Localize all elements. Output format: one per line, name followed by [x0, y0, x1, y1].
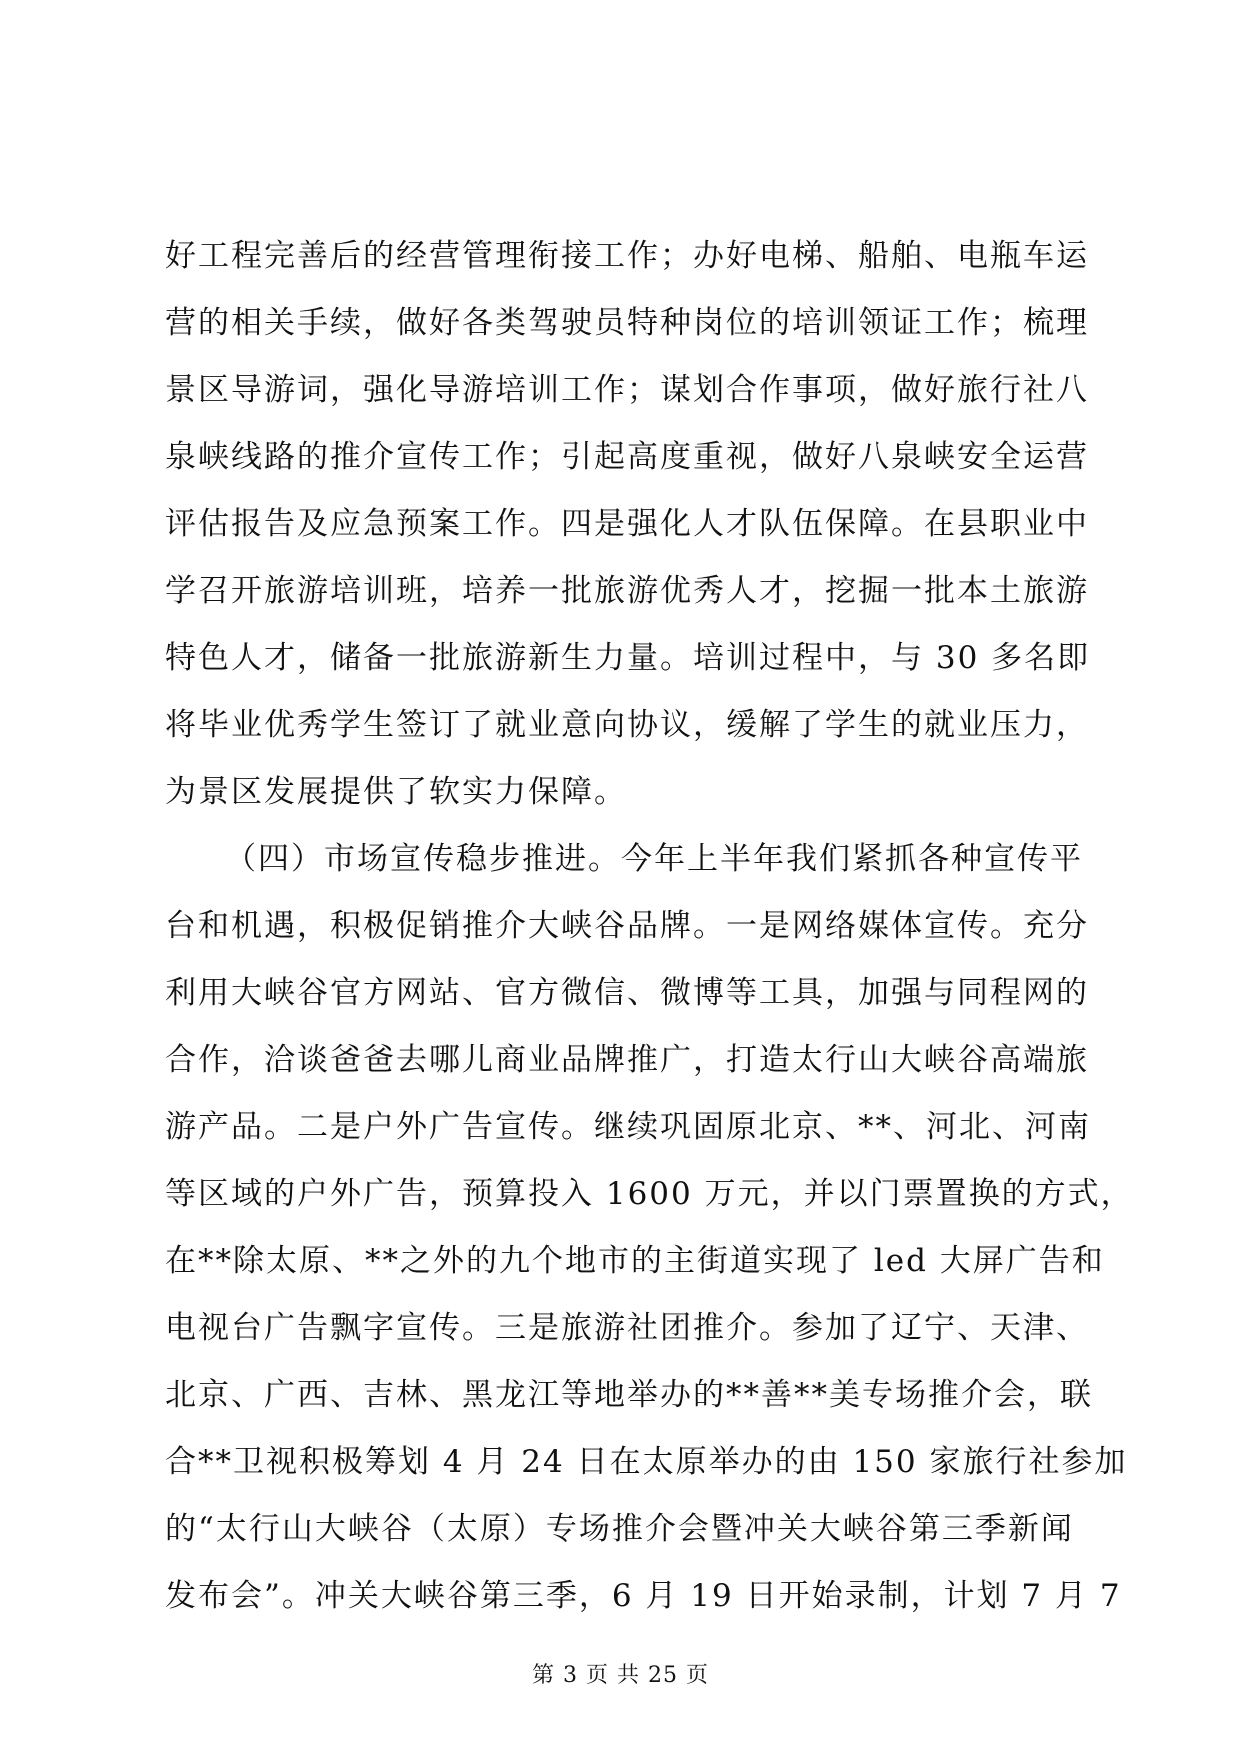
- text-line: 为景区发展提供了软实力保障。: [165, 774, 627, 810]
- text-line: 景区导游词，强化导游培训工作；谋划合作事项，做好旅行社八: [165, 372, 1089, 408]
- text-line: 特色人才，储备一批旅游新生力量。培训过程中，与 30 多名即: [165, 640, 1091, 676]
- text-line: 合**卫视积极筹划 4 月 24 日在太原举办的由 150 家旅行社参加: [165, 1444, 1128, 1480]
- text-line: 合作，洽谈爸爸去哪儿商业品牌推广，打造太行山大峡谷高端旅: [165, 1042, 1089, 1078]
- text-line: 将毕业优秀学生签订了就业意向协议，缓解了学生的就业压力，: [165, 707, 1089, 743]
- text-line: 利用大峡谷官方网站、官方微信、微博等工具，加强与同程网的: [165, 975, 1089, 1011]
- page-footer: 第 3 页 共 25 页: [532, 1663, 709, 1688]
- text-line: 等区域的户外广告，预算投入 1600 万元，并以门票置换的方式，: [165, 1176, 1134, 1212]
- text-line: 好工程完善后的经营管理衔接工作；办好电梯、船舶、电瓶车运: [165, 238, 1089, 274]
- text-line: 泉峡线路的推介宣传工作；引起高度重视，做好八泉峡安全运营: [165, 439, 1089, 475]
- text-line: 营的相关手续，做好各类驾驶员特种岗位的培训领证工作；梳理: [165, 305, 1089, 341]
- text-line: 学召开旅游培训班，培养一批旅游优秀人才，挖掘一批本土旅游: [165, 573, 1089, 609]
- text-line: 台和机遇，积极促销推介大峡谷品牌。一是网络媒体宣传。充分: [165, 908, 1089, 944]
- text-line: 评估报告及应急预案工作。四是强化人才队伍保障。在县职业中: [165, 506, 1089, 542]
- text-line: 电视台广告飘字宣传。三是旅游社团推介。参加了辽宁、天津、: [165, 1310, 1089, 1346]
- paragraph-start-line: （四）市场宣传稳步推进。今年上半年我们紧抓各种宣传平: [225, 841, 1083, 877]
- text-line: 的“太行山大峡谷（太原）专场推介会暨冲关大峡谷第三季新闻: [165, 1511, 1074, 1547]
- text-line: 北京、广西、吉林、黑龙江等地举办的**善**美专场推介会，联: [165, 1377, 1093, 1413]
- text-line: 在**除太原、**之外的九个地市的主街道实现了 led 大屏广告和: [165, 1243, 1105, 1279]
- text-line: 发布会”。冲关大峡谷第三季，6 月 19 日开始录制，计划 7 月 7: [165, 1578, 1122, 1614]
- text-line: 游产品。二是户外广告宣传。继续巩固原北京、**、河北、河南: [165, 1109, 1091, 1145]
